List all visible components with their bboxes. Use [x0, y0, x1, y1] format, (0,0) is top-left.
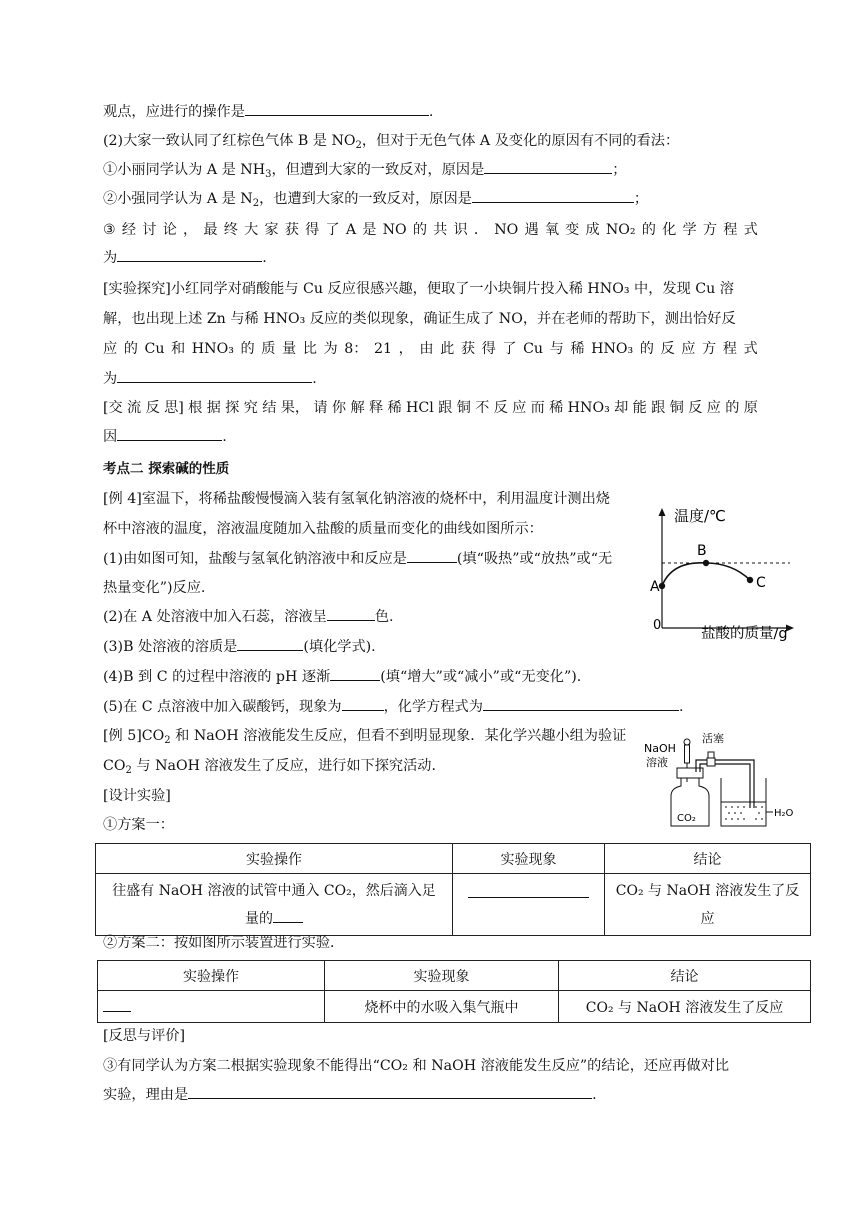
answer-blank[interactable] — [468, 884, 589, 898]
origin-label: 0 — [653, 618, 662, 633]
answer-blank[interactable] — [117, 369, 312, 383]
paragraph-line: $CO_2$ 与 NaOH 溶液发生了反应，进行如下探究活动． — [103, 758, 446, 776]
word: 程 — [722, 341, 737, 357]
table-header: 实验现象 — [453, 844, 605, 874]
word: 质 — [261, 341, 276, 357]
answer-blank[interactable] — [330, 667, 380, 681]
word: HNO₃ — [567, 400, 610, 416]
word: 的 — [412, 222, 428, 238]
answer-blank[interactable] — [117, 248, 262, 262]
word: ③ — [103, 222, 116, 238]
co2-label: CO₂ — [677, 813, 696, 824]
word: 跟 — [438, 400, 453, 416]
question-line: ③有同学认为方案二根据实验现象不能得出“CO₂ 和 NaOH 溶液能发生反应”的结论，还应再做对比 — [103, 1058, 730, 1074]
word: 的 — [639, 341, 654, 357]
word: 最 — [203, 222, 218, 238]
table-cell — [98, 991, 325, 1023]
word: 据 — [206, 400, 221, 416]
word: 共 — [433, 222, 448, 238]
question-line: 热量变化”)反应. — [103, 580, 206, 596]
word: 解 — [350, 400, 365, 416]
question-line: (5)在 C 点溶液中加入碳酸钙，现象为 ，化学方程式为 . — [103, 699, 684, 715]
word: 识 — [453, 222, 468, 238]
word: 得 — [305, 222, 320, 238]
word: 铜 — [669, 400, 684, 416]
word: 了 — [502, 341, 517, 357]
word: 稀 — [549, 400, 564, 416]
word: 的 — [123, 341, 138, 357]
paragraph-line: 解，也出现上述 Zn 与稀 HNO₃ 反应的类似现象，确证生成了 NO，并在老师的帮助下，测出恰好反 — [103, 311, 736, 327]
question-line: (2)在 A 处溶液中加入石蕊，溶液呈 色. — [103, 609, 394, 625]
word: 应 — [103, 341, 118, 357]
question-line: ②小强同学认为 A 是 $N_2$，也遭到大家的一致反对，原因是 ； — [103, 191, 649, 209]
word: ， — [398, 341, 413, 357]
word: 遇 — [524, 222, 539, 238]
word: 了 — [325, 222, 340, 238]
word: 反 — [660, 341, 675, 357]
word: HNO₃ — [591, 341, 634, 357]
question-line: (3)B 处溶液的溶质是 (填化学式). — [103, 639, 376, 655]
word: 反 — [688, 400, 703, 416]
word: 此 — [440, 341, 455, 357]
point-b — [703, 560, 709, 566]
paragraph-line: 杯中溶液的温度，溶液温度随加入盐酸的质量而变化的曲线如图所示： — [103, 521, 543, 537]
word: 应 — [681, 341, 696, 357]
answer-blank[interactable] — [484, 160, 612, 174]
word: 的 — [725, 400, 740, 416]
table-header: 结论 — [559, 961, 811, 991]
word: 家 — [264, 222, 279, 238]
word: 大 — [244, 222, 259, 238]
subheading: [反思与评价] — [103, 1028, 186, 1044]
word: Cu — [523, 341, 544, 357]
word: 的 — [240, 341, 255, 357]
answer-blank[interactable] — [117, 427, 222, 441]
word: 究 — [243, 400, 258, 416]
word: HNO₃ — [191, 341, 234, 357]
word: 方 — [702, 222, 718, 238]
word: NO — [382, 222, 407, 238]
word: 8： — [344, 341, 368, 357]
answer-blank[interactable] — [245, 102, 429, 116]
solution-label: 溶液 — [646, 756, 668, 769]
paragraph-line: [实验探究]小红同学对硝酸能与 Cu 反应很感兴趣，便取了一小块铜片投入稀 HNO₃ 中，发现 Cu 溶 — [103, 281, 734, 297]
word: 应 — [512, 400, 527, 416]
word: 反 — [493, 400, 508, 416]
question-line: 为 . — [103, 250, 267, 266]
word: 成 — [585, 222, 600, 238]
paragraph-line: [例 4]室温下，将稀盐酸慢慢滴入装有氢氧化钠溶液的烧杯中，利用温度计测出烧 — [103, 491, 610, 507]
point-a — [659, 583, 665, 589]
word: 探 — [225, 400, 240, 416]
question-line: 因 . — [103, 429, 227, 445]
subheading: [设计实验] — [103, 788, 171, 804]
word: 讨 — [142, 222, 157, 238]
word: 结 — [262, 400, 277, 416]
table-header: 实验现象 — [325, 961, 559, 991]
word: 论 — [162, 222, 177, 238]
word: 原 — [743, 400, 758, 416]
answer-blank[interactable] — [407, 549, 457, 563]
point-c — [747, 577, 753, 583]
answer-blank[interactable] — [342, 697, 384, 711]
plan1-table — [95, 843, 811, 936]
word: 经 — [121, 222, 137, 238]
table-cell: 往盛有 NaOH 溶液的试管中通入 CO₂，然后滴入足 量的 — [96, 874, 453, 936]
word: 根 — [188, 400, 203, 416]
word: 而 — [530, 400, 545, 416]
table-header: 结论 — [605, 844, 811, 874]
word: 获 — [460, 341, 476, 357]
apparatus-diagram — [641, 730, 801, 830]
word: 跟 — [651, 400, 666, 416]
question-line: (2)大家一致认同了红棕色气体 B 是 $NO_2$，但对于无色气体 A 及变化的原因有不同的看法： — [103, 133, 680, 151]
table-cell: CO₂ 与 NaOH 溶液发生了反 应 — [605, 874, 811, 936]
word: NO — [494, 222, 519, 238]
word: 氧 — [544, 222, 560, 238]
word: 能 — [632, 400, 647, 416]
word: 果， — [280, 400, 310, 416]
word: 流 — [127, 400, 142, 416]
y-axis-label: 温度/℃ — [674, 507, 726, 525]
word: 21 — [373, 341, 393, 357]
question-line: 为 . — [103, 371, 317, 387]
word: 和 — [171, 341, 186, 357]
plan-label: ①方案一： — [103, 817, 174, 833]
word: HCl — [405, 400, 434, 416]
word: 是 — [362, 222, 377, 238]
word: 却 — [614, 400, 629, 416]
y-axis-arrow — [659, 508, 666, 516]
word: Cu — [144, 341, 165, 357]
word: 铜 — [456, 400, 471, 416]
word: ． — [473, 222, 489, 238]
word: 程 — [723, 222, 738, 238]
word: 请 — [313, 400, 328, 416]
answer-blank[interactable] — [472, 189, 634, 203]
paragraph-line: [例 $5]CO_2$ 和 NaOH 溶液能发生反应，但看不到明显现象．某化学兴趣小组为验证 — [103, 728, 627, 746]
answer-blank[interactable] — [483, 697, 679, 711]
word: 学 — [682, 222, 697, 238]
valve-label: 活塞 — [702, 732, 724, 745]
h2o-label: H₂O — [774, 808, 794, 819]
answer-blank[interactable] — [188, 1085, 592, 1099]
plan-label: ②方案二：按如图所示装置进行实验． — [103, 935, 345, 951]
word: 得 — [481, 341, 496, 357]
word: [交 — [103, 400, 123, 416]
word: 由 — [419, 341, 434, 357]
table-cell: CO₂ 与 NaOH 溶液发生了反应 — [559, 991, 811, 1023]
word: 方 — [702, 341, 717, 357]
word: 释 — [368, 400, 384, 416]
paragraph-line-justified — [103, 398, 758, 418]
question-line: 观点，应进行的操作是 . — [103, 104, 434, 120]
word: 与 — [549, 341, 564, 357]
word: 式 — [743, 222, 758, 238]
question-line-justified — [103, 220, 758, 240]
word: A — [345, 222, 357, 238]
question-line: (1)由如图可知，盐酸与氢氧化钠溶液中和反应是 (填“吸热”或“放热”或“无 — [103, 551, 613, 567]
answer-blank[interactable] — [327, 607, 375, 621]
word: 终 — [223, 222, 238, 238]
word: 稀 — [387, 400, 402, 416]
section-heading: 考点二 探索碱的性质 — [103, 461, 230, 477]
word: 为 — [323, 341, 338, 357]
word: ， — [182, 222, 198, 238]
word: 比 — [302, 341, 317, 357]
table-cell — [453, 874, 605, 936]
table-header: 实验操作 — [98, 961, 325, 991]
word: 不 — [475, 400, 490, 416]
word: 变 — [565, 222, 580, 238]
word: 思] — [164, 400, 184, 416]
answer-blank[interactable] — [273, 909, 303, 923]
word: 稀 — [570, 341, 585, 357]
temperature-chart — [640, 500, 805, 650]
point-c-label: C — [756, 575, 766, 591]
word: 应 — [706, 400, 721, 416]
question-line: 实验，理由是 . — [103, 1087, 597, 1103]
word: NO₂ — [605, 222, 636, 238]
temperature-curve — [662, 563, 750, 586]
naoh-label: NaOH — [644, 742, 676, 755]
point-b-label: B — [697, 543, 707, 559]
table-header: 实验操作 — [96, 844, 453, 874]
table-cell: 烧杯中的水吸入集气瓶中 — [325, 991, 559, 1023]
paragraph-line-justified — [103, 339, 758, 359]
plan2-table — [97, 960, 811, 1023]
word: 的 — [641, 222, 656, 238]
word: 反 — [145, 400, 160, 416]
word: 量 — [281, 341, 297, 357]
answer-blank[interactable] — [237, 637, 303, 651]
question-line: (4)B 到 C 的过程中溶液的 pH 逐渐 (填“增大”或“减小”或“无变化”). — [103, 669, 582, 685]
word: 你 — [331, 400, 347, 416]
word: 化 — [662, 222, 677, 238]
question-line: ①小丽同学认为 A 是 $NH_3$，但遭到大家的一致反对，原因是 ； — [103, 162, 627, 180]
word: 获 — [284, 222, 299, 238]
point-a-label: A — [650, 579, 660, 595]
word: 式 — [743, 341, 758, 357]
answer-blank[interactable] — [103, 998, 131, 1012]
x-axis-label: 盐酸的质量/g — [701, 626, 788, 642]
